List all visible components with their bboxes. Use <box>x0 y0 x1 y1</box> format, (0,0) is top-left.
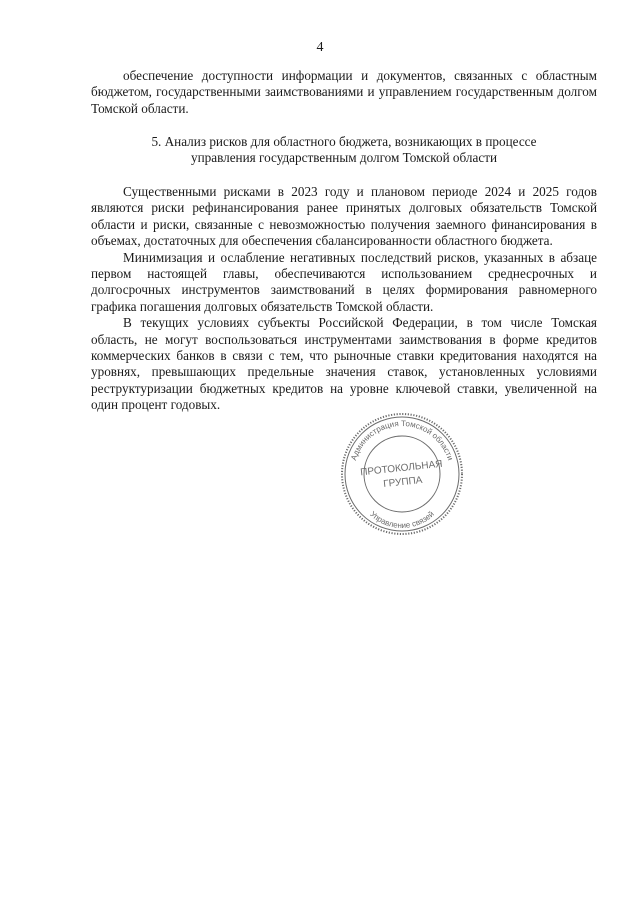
stamp-seal <box>338 410 466 538</box>
paragraph: Минимизация и ослабление негативных последствий рисков, указанных в абзаце первом настоящей главы, обеспечиваются использованием среднесрочных и долгосрочных инструментов заимствований в целях формирования равномерного графика погашения долговых обязательств Томской области. <box>91 249 597 314</box>
stamp-center-line-2: ГРУППА <box>382 474 423 490</box>
paragraph: В текущих условиях субъекты Российской Федерации, в том числе Томская область, не могут воспользоваться инструментами заимствования в форме кредитов коммерческих банков в связи с тем, что рыночные ставки кредитования находятся на уровнях, превышающих предельные значения ставок, установленных условиями реструктуризации бюджетных кредитов на уровне ключевой ставки, увеличенной на один процент годовых. <box>91 315 597 413</box>
section-heading-line-2: управления государственным долгом Томской области <box>190 150 498 166</box>
section-body <box>91 184 597 414</box>
stamp-top-text: Администрация Томской области <box>349 418 455 462</box>
page-number: 4 <box>316 40 324 55</box>
stamp-bottom-text: Управление связей <box>368 509 436 531</box>
stamp-center-line-1: ПРОТОКОЛЬНАЯ <box>359 458 444 479</box>
paragraph: Существенными рисками в 2023 году и плановом периоде 2024 и 2025 годов являются риски рефинансирования ранее принятых долговых обязательств Томской области и риски, связанные с невозможностью получения заемного финансирования в объемах, достаточных для обеспечения сбалансированности областного бюджета. <box>91 184 597 249</box>
section-heading-line-1: 5. Анализ рисков для областного бюджета, возникающих в процессе <box>151 134 537 149</box>
continuation-paragraph: обеспечение доступности информации и документов, связанных с областным бюджетом, государственными заимствованиями и управлением государственным долгом Томской области. <box>91 68 597 116</box>
section-heading <box>91 134 597 167</box>
official-stamp <box>338 410 466 538</box>
